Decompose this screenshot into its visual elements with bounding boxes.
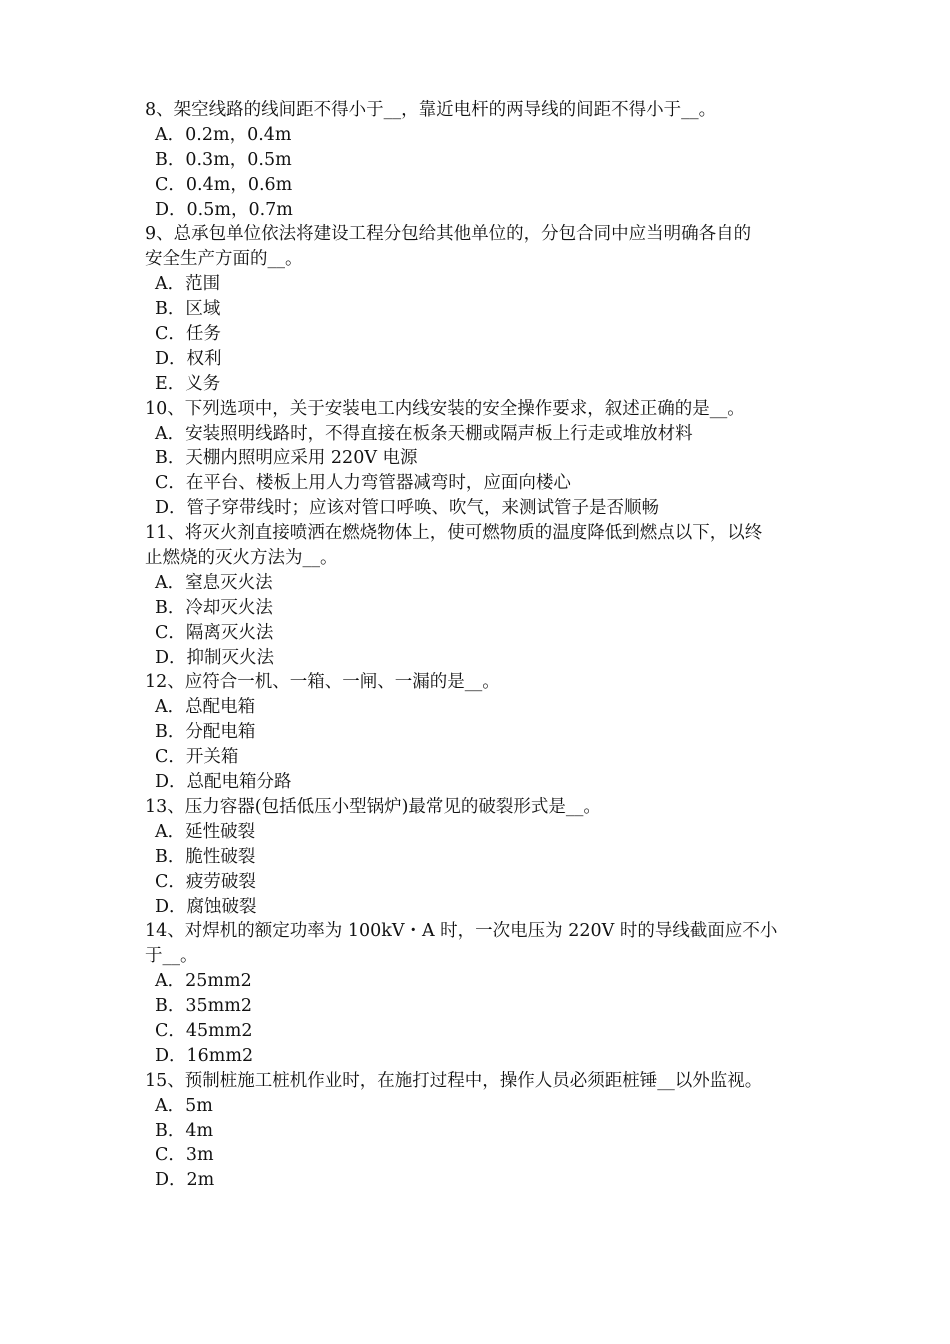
question-text: 12、应符合一机、一箱、一闸、一漏的是__。 <box>145 672 500 693</box>
option-d: D．腐蚀破裂 <box>155 896 257 917</box>
option-b: B．0.3m，0.5m <box>155 149 292 170</box>
option-c: C．任务 <box>155 324 221 345</box>
question-text-continued: 安全生产方面的__。 <box>145 249 303 270</box>
question-list <box>145 98 815 1193</box>
option-b: B．区域 <box>155 299 221 320</box>
option-d: D．管子穿带线时；应该对管口呼唤、吹气，来测试管子是否顺畅 <box>155 498 660 519</box>
option-b: B．分配电箱 <box>155 722 256 743</box>
option-b: B．4m <box>155 1120 214 1141</box>
option-c: C．隔离灭火法 <box>155 622 274 643</box>
option-e: E．义务 <box>155 373 221 394</box>
option-d: D．权利 <box>155 348 222 369</box>
question-text: 15、预制桩施工桩机作业时，在施打过程中，操作人员必须距桩锤__以外监视。 <box>145 1070 763 1091</box>
question-text: 11、将灭火剂直接喷洒在燃烧物体上，使可燃物质的温度降低到燃点以下，以终 <box>145 523 763 544</box>
option-a: A．延性破裂 <box>155 821 256 842</box>
option-c: C．疲劳破裂 <box>155 871 256 892</box>
option-c: C．开关箱 <box>155 747 239 768</box>
option-a: A．5m <box>155 1095 213 1116</box>
question-14 <box>145 919 815 1068</box>
question-13 <box>145 795 815 919</box>
question-12 <box>145 670 815 794</box>
option-c: C．0.4m，0.6m <box>155 174 293 195</box>
option-d: D．抑制灭火法 <box>155 647 275 668</box>
option-d: D．16mm2 <box>155 1045 254 1066</box>
option-b: B．冷却灭火法 <box>155 597 273 618</box>
question-text-continued: 于__。 <box>145 946 198 967</box>
option-a: A．0.2m，0.4m <box>155 124 292 145</box>
question-text: 10、下列选项中，关于安装电工内线安装的安全操作要求，叙述正确的是__。 <box>145 398 745 419</box>
option-a: A．总配电箱 <box>155 697 256 718</box>
question-text: 8、架空线路的线间距不得小于__，靠近电杆的两导线的间距不得小于__。 <box>145 100 717 120</box>
option-d: D．0.5m，0.7m <box>155 199 293 220</box>
option-b: B．脆性破裂 <box>155 846 256 867</box>
question-15 <box>145 1069 815 1193</box>
question-11 <box>145 521 815 670</box>
question-text: 14、对焊机的额定功率为 100kV・A 时，一次电压为 220V 时的导线截面应不小 <box>145 921 778 942</box>
question-9 <box>145 222 815 396</box>
option-c: C．在平台、楼板上用人力弯管器减弯时，应面向楼心 <box>155 473 571 494</box>
option-d: D．总配电箱分路 <box>155 772 292 793</box>
option-a: A．窒息灭火法 <box>155 572 273 593</box>
option-c: C．45mm2 <box>155 1020 253 1041</box>
option-a: A．安装照明线路时，不得直接在板条天棚或隔声板上行走或堆放材料 <box>155 423 693 444</box>
question-text: 9、总承包单位依法将建设工程分包给其他单位的，分包合同中应当明确各自的 <box>145 224 752 245</box>
option-b: B．35mm2 <box>155 996 252 1017</box>
option-a: A．25mm2 <box>155 971 252 992</box>
option-d: D．2m <box>155 1170 215 1191</box>
question-8 <box>145 98 815 222</box>
question-text: 13、压力容器(包括低压小型锅炉)最常见的破裂形式是__。 <box>145 796 601 817</box>
option-c: C．3m <box>155 1145 214 1166</box>
question-10 <box>145 397 815 521</box>
option-b: B．天棚内照明应采用 220V 电源 <box>155 448 418 469</box>
option-a: A．范围 <box>155 274 221 295</box>
question-text-continued: 止燃烧的灭火方法为__。 <box>145 548 338 569</box>
